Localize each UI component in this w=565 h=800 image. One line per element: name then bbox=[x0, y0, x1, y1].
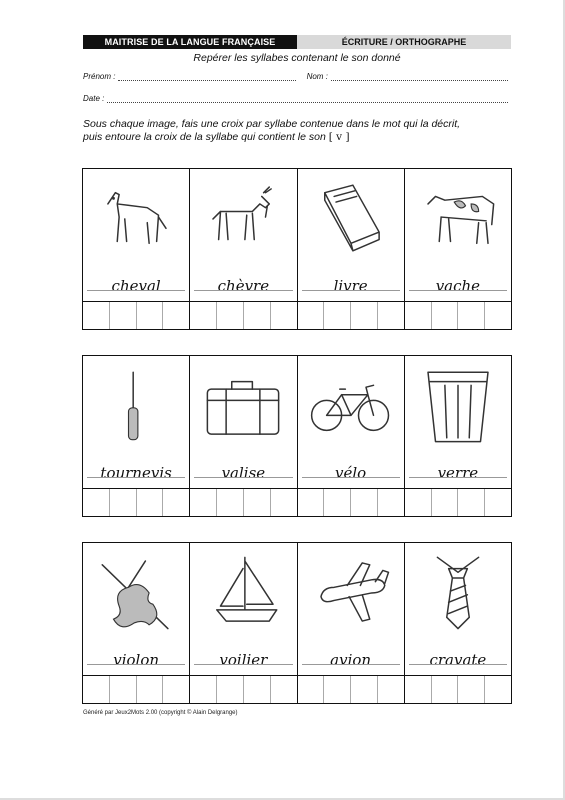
suitcase-icon bbox=[198, 362, 288, 448]
syllable-box[interactable] bbox=[432, 676, 459, 703]
syllable-box[interactable] bbox=[378, 302, 404, 329]
bicycle-icon bbox=[306, 362, 396, 448]
tie-icon bbox=[413, 549, 503, 635]
syllable-box-group bbox=[83, 302, 190, 329]
word-text: livre bbox=[333, 277, 368, 295]
instruction bbox=[83, 118, 513, 144]
word-label bbox=[190, 651, 296, 669]
syllable-box-group bbox=[298, 676, 405, 703]
syllable-box[interactable] bbox=[351, 489, 378, 516]
syllable-box[interactable] bbox=[405, 489, 432, 516]
word-text: valise bbox=[221, 464, 266, 482]
word-text: vélo bbox=[335, 464, 367, 482]
page-title: Repérer les syllabes contenant le son donné bbox=[193, 52, 401, 64]
syllable-box[interactable] bbox=[405, 302, 432, 329]
syllable-box-group bbox=[405, 489, 511, 516]
word-card bbox=[190, 356, 297, 488]
syllable-box[interactable] bbox=[378, 489, 404, 516]
syllable-box[interactable] bbox=[110, 302, 137, 329]
writing-line bbox=[194, 664, 292, 665]
writing-line bbox=[194, 290, 292, 291]
sailboat-icon bbox=[198, 549, 288, 635]
writing-line bbox=[302, 290, 400, 291]
syllable-box[interactable] bbox=[351, 302, 378, 329]
syllable-box[interactable] bbox=[271, 489, 297, 516]
word-text: tournevis bbox=[100, 464, 172, 482]
writing-line bbox=[409, 290, 507, 291]
syllable-box-group bbox=[190, 489, 297, 516]
syllable-box[interactable] bbox=[244, 302, 271, 329]
syllable-box[interactable] bbox=[485, 302, 511, 329]
word-text: verre bbox=[437, 464, 479, 482]
syllable-box[interactable] bbox=[83, 302, 110, 329]
syllable-box[interactable] bbox=[458, 489, 485, 516]
word-text: avion bbox=[330, 651, 372, 669]
syllable-box[interactable] bbox=[83, 489, 110, 516]
syllable-boxes-row bbox=[83, 676, 511, 703]
cow-icon bbox=[413, 175, 503, 261]
word-card bbox=[405, 169, 511, 301]
writing-line bbox=[409, 664, 507, 665]
syllable-box[interactable] bbox=[458, 676, 485, 703]
word-label bbox=[190, 277, 296, 295]
syllable-box[interactable] bbox=[485, 489, 511, 516]
word-label bbox=[298, 651, 404, 669]
syllable-box[interactable] bbox=[217, 302, 244, 329]
syllable-box[interactable] bbox=[432, 302, 459, 329]
violin-icon bbox=[91, 549, 181, 635]
syllable-boxes-row bbox=[83, 302, 511, 329]
glass-icon bbox=[413, 362, 503, 448]
writing-line bbox=[409, 477, 507, 478]
syllable-box[interactable] bbox=[432, 489, 459, 516]
nom-field[interactable] bbox=[331, 73, 508, 81]
syllable-box[interactable] bbox=[378, 676, 404, 703]
syllable-box-group bbox=[83, 676, 190, 703]
word-card bbox=[83, 543, 190, 675]
word-label bbox=[405, 464, 511, 482]
prenom-label: Prénom : bbox=[83, 72, 116, 81]
word-label bbox=[298, 464, 404, 482]
screwdriver-icon bbox=[91, 362, 181, 448]
syllable-box[interactable] bbox=[298, 489, 325, 516]
word-card bbox=[405, 356, 511, 488]
word-label bbox=[83, 651, 189, 669]
header-subject: MAITRISE DE LA LANGUE FRANÇAISE bbox=[83, 35, 297, 49]
word-text: cravate bbox=[429, 651, 487, 669]
writing-line bbox=[194, 477, 292, 478]
syllable-box-group bbox=[298, 302, 405, 329]
writing-line bbox=[302, 477, 400, 478]
syllable-box[interactable] bbox=[298, 676, 325, 703]
word-text: cheval bbox=[111, 277, 161, 295]
writing-line bbox=[302, 664, 400, 665]
word-text: chèvre bbox=[217, 277, 270, 295]
syllable-box[interactable] bbox=[137, 302, 164, 329]
date-fields bbox=[83, 94, 511, 103]
word-label bbox=[83, 277, 189, 295]
image-cards bbox=[83, 169, 511, 302]
syllable-box[interactable] bbox=[190, 676, 217, 703]
syllable-box[interactable] bbox=[405, 676, 432, 703]
writing-line bbox=[87, 664, 185, 665]
syllable-box[interactable] bbox=[190, 302, 217, 329]
syllable-box-group bbox=[83, 489, 190, 516]
syllable-box[interactable] bbox=[298, 302, 325, 329]
airplane-icon bbox=[306, 549, 396, 635]
word-label bbox=[405, 277, 511, 295]
word-card bbox=[83, 169, 190, 301]
syllable-box[interactable] bbox=[110, 676, 137, 703]
image-cards bbox=[83, 356, 511, 489]
syllable-box[interactable] bbox=[324, 302, 351, 329]
word-card bbox=[298, 543, 405, 675]
instruction-line-2: puis entoure la croix de la syllabe qui contient le son bbox=[83, 131, 326, 143]
word-card bbox=[190, 169, 297, 301]
word-card bbox=[298, 169, 405, 301]
date-field[interactable] bbox=[107, 95, 508, 103]
word-text: violon bbox=[113, 651, 160, 669]
syllable-boxes-row bbox=[83, 489, 511, 516]
syllable-box[interactable] bbox=[324, 489, 351, 516]
syllable-box[interactable] bbox=[217, 676, 244, 703]
word-label bbox=[298, 277, 404, 295]
syllable-box-group bbox=[190, 302, 297, 329]
date-label: Date : bbox=[83, 94, 105, 103]
prenom-field[interactable] bbox=[118, 73, 295, 81]
writing-line bbox=[87, 477, 185, 478]
goat-icon bbox=[198, 175, 288, 261]
word-card bbox=[298, 356, 405, 488]
word-card bbox=[405, 543, 511, 675]
syllable-box[interactable] bbox=[324, 676, 351, 703]
instruction-line-1: Sous chaque image, fais une croix par syllabe contenue dans le mot qui la décrit, bbox=[83, 118, 461, 130]
header-topic: ÉCRITURE / ORTHOGRAPHE bbox=[297, 35, 511, 49]
syllable-box[interactable] bbox=[137, 489, 164, 516]
syllable-box[interactable] bbox=[244, 489, 271, 516]
syllable-box[interactable] bbox=[137, 676, 164, 703]
syllable-box[interactable] bbox=[190, 489, 217, 516]
phoneme: [ v ] bbox=[328, 131, 350, 143]
word-card bbox=[190, 543, 297, 675]
syllable-box[interactable] bbox=[163, 489, 189, 516]
syllable-box[interactable] bbox=[83, 676, 110, 703]
syllable-box-group bbox=[405, 676, 511, 703]
exercise-row-1 bbox=[82, 168, 512, 330]
word-text: voilier bbox=[219, 651, 268, 669]
syllable-box[interactable] bbox=[163, 302, 189, 329]
exercise-row-3 bbox=[82, 542, 512, 704]
word-label bbox=[405, 651, 511, 669]
nom-label: Nom : bbox=[306, 72, 328, 81]
book-icon bbox=[306, 175, 396, 261]
syllable-box[interactable] bbox=[163, 676, 189, 703]
header-bar bbox=[83, 35, 511, 49]
syllable-box-group bbox=[405, 302, 511, 329]
horse-icon bbox=[91, 175, 181, 261]
exercise-row-2 bbox=[82, 355, 512, 517]
image-cards bbox=[83, 543, 511, 676]
word-text: vache bbox=[435, 277, 481, 295]
syllable-box[interactable] bbox=[110, 489, 137, 516]
syllable-box[interactable] bbox=[458, 302, 485, 329]
syllable-box-group bbox=[190, 676, 297, 703]
footer-credit: Généré par Jeux2Mots 2.00 (copyright © Alain Delgrange) bbox=[83, 710, 238, 716]
syllable-box[interactable] bbox=[217, 489, 244, 516]
syllable-box-group bbox=[298, 489, 405, 516]
word-card bbox=[83, 356, 190, 488]
word-label bbox=[83, 464, 189, 482]
writing-line bbox=[87, 290, 185, 291]
syllable-box[interactable] bbox=[485, 676, 511, 703]
syllable-box[interactable] bbox=[244, 676, 271, 703]
name-fields bbox=[83, 72, 511, 81]
syllable-box[interactable] bbox=[351, 676, 378, 703]
word-label bbox=[190, 464, 296, 482]
syllable-box[interactable] bbox=[271, 302, 297, 329]
syllable-box[interactable] bbox=[271, 676, 297, 703]
